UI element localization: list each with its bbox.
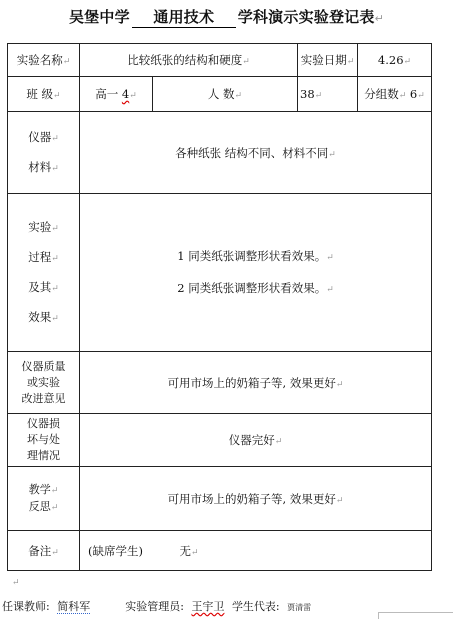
teacher-name: 简科军 xyxy=(57,600,91,613)
reflection-value: 可用市场上的奶箱子等, 效果更好↵ xyxy=(80,467,432,531)
notes-value: (缺席学生) 无↵ xyxy=(80,531,432,571)
people-label: 人 数↵ xyxy=(153,77,298,112)
rep-name: 贾清雷 xyxy=(287,603,312,612)
groups-cell: 分组数↵ 6↵ xyxy=(358,77,432,112)
admin-name: 王宇卫 xyxy=(191,600,225,613)
notes-label: 备注↵ xyxy=(8,531,80,571)
table-row-class xyxy=(8,77,432,112)
teacher-label: 任课教师: xyxy=(2,600,50,613)
registration-table xyxy=(7,43,432,571)
damage-value: 仪器完好↵ xyxy=(80,414,432,467)
table-row-experiment xyxy=(8,44,432,77)
experiment-date-value: 4.26↵ xyxy=(358,44,432,77)
paragraph-mark-icon: ↵ xyxy=(12,578,20,588)
process-value: 1 同类纸张调整形状看效果。↵ 2 同类纸张调整形状看效果。↵ xyxy=(80,194,432,352)
quality-value: 可用市场上的奶箱子等, 效果更好↵ xyxy=(80,352,432,414)
signature-footer xyxy=(2,598,315,614)
experiment-date-label: 实验日期↵ xyxy=(298,44,358,77)
materials-value: 各种纸张 结构不同、材料不同↵ xyxy=(80,112,432,194)
school-name: 吴堡中学 xyxy=(68,8,130,26)
subject-underlined: 通用技术 xyxy=(132,6,236,28)
paragraph-mark-icon: ↵ xyxy=(374,12,385,25)
reflection-label: 教学↵ 反思↵ xyxy=(8,467,80,531)
page-title xyxy=(0,6,453,28)
class-value: 高一 4↵ xyxy=(80,77,153,112)
rep-label: 学生代表: xyxy=(231,600,280,613)
table-row-quality xyxy=(8,352,432,414)
table-row-damage xyxy=(8,414,432,467)
damage-label: 仪器损 坏与处 理情况 xyxy=(8,414,80,467)
materials-label: 仪器↵ 材料↵ xyxy=(8,112,80,194)
table-row-materials xyxy=(8,112,432,194)
quality-label: 仪器质量 或实验 改进意见 xyxy=(8,352,80,414)
table-row-process xyxy=(8,194,432,352)
experiment-name-value: 比较纸张的结构和硬度↵ xyxy=(80,44,298,77)
title-suffix: 学科演示实验登记表 xyxy=(237,8,375,26)
admin-label: 实验管理员: xyxy=(125,600,184,613)
process-label: 实验↵ 过程↵ 及其↵ 效果↵ xyxy=(8,194,80,352)
class-label: 班 级↵ xyxy=(8,77,80,112)
experiment-name-label: 实验名称↵ xyxy=(8,44,80,77)
table-row-reflection xyxy=(8,467,432,531)
table-row-notes xyxy=(8,531,432,571)
people-value: 38↵ xyxy=(298,77,358,112)
